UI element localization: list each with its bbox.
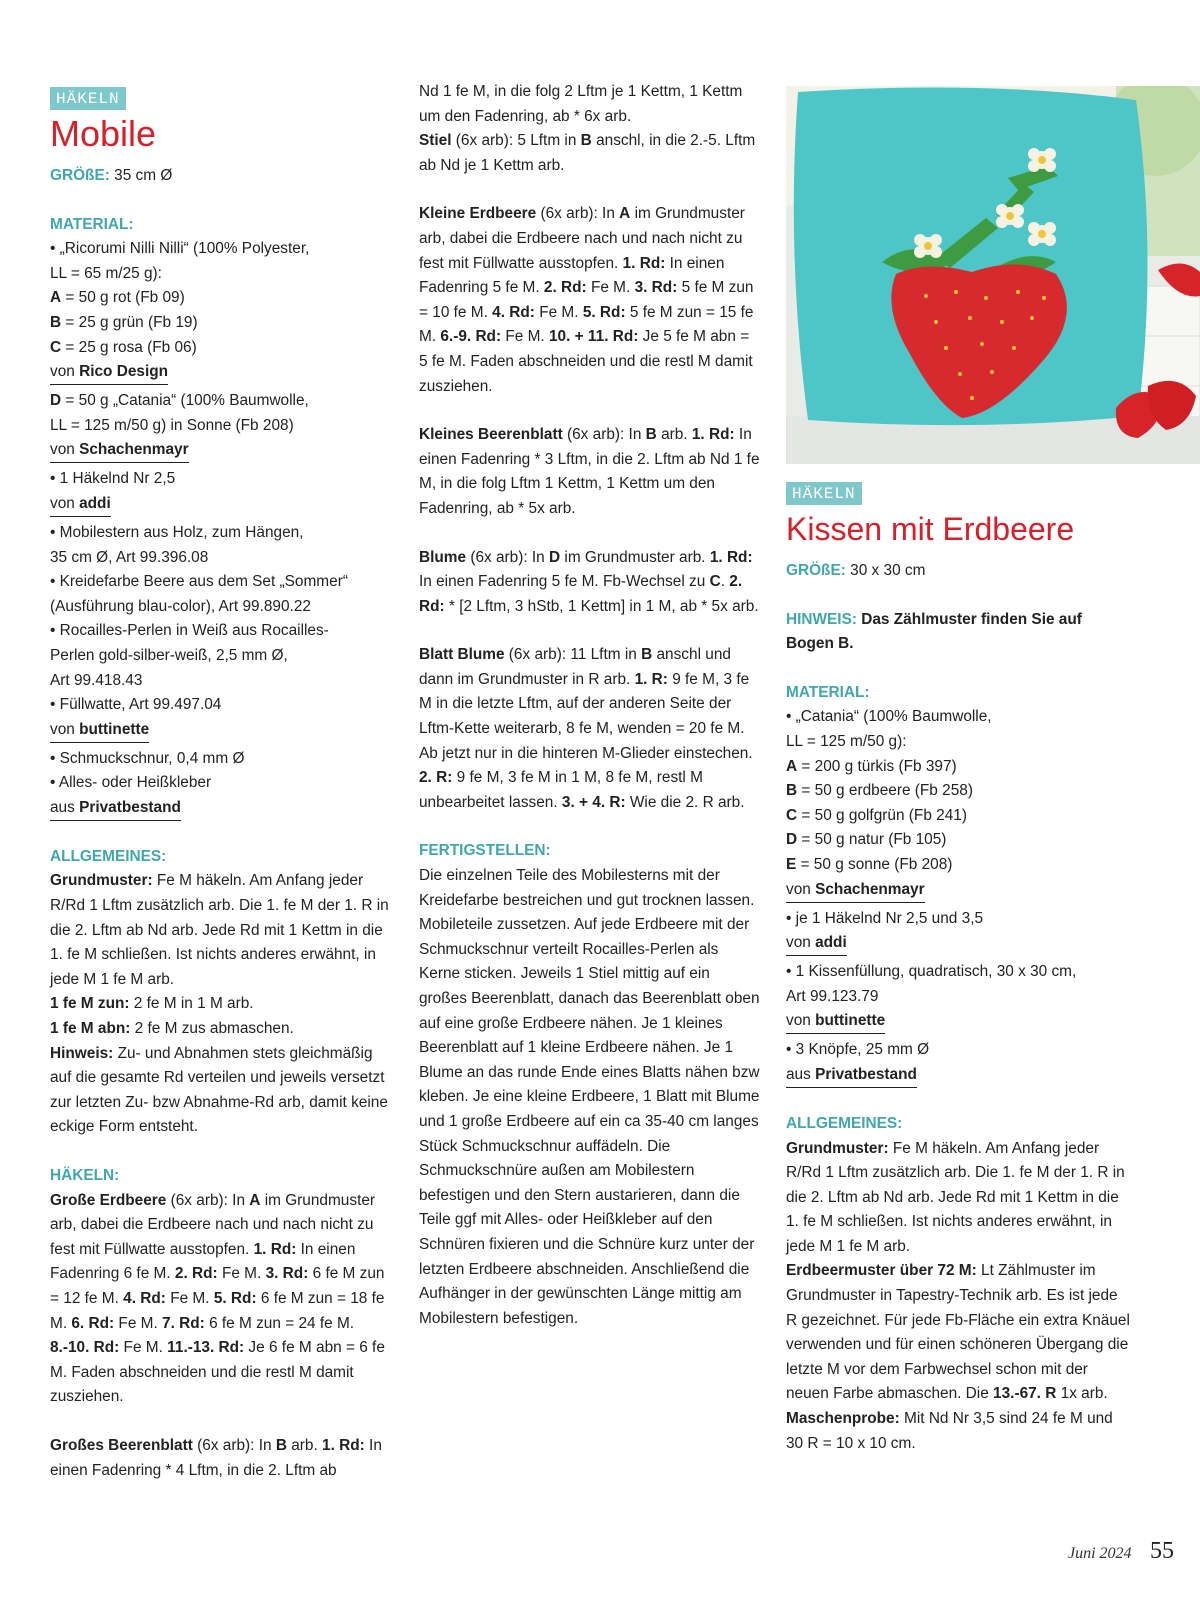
mobile-column [50, 0, 392, 1483]
hook-2: • je 1 Häkelnd Nr 2,5 und 3,5 [786, 909, 984, 927]
issue-date: Juni 2024 [1068, 1545, 1132, 1562]
supplier-rico: von Rico Design [50, 360, 392, 385]
color-a-2: A = 200 g türkis (Fb 397) [786, 757, 957, 775]
supplier-private-2: aus Privatbestand [786, 1063, 1131, 1088]
flower: Blume (6x arb): In D im Grundmuster arb. 1. Rd: In einen Fadenring 5 fe M. Fb-Wechsel zu C. 2. Rd: * [2 Lftm, 3 hStb, 1 Kettm] in 1 M, ab * 5x arb. [419, 548, 759, 615]
middle-column [419, 0, 761, 1331]
page-title: Mobile [50, 113, 157, 154]
color-d-2: D = 50 g natur (Fb 105) [786, 831, 947, 849]
section-title: Kissen mit Erdbeere [786, 511, 1075, 547]
material-heading-2: MATERIAL: [786, 683, 870, 701]
color-a: A = 50 g rot (Fb 09) [50, 289, 185, 307]
pillow-column [786, 0, 1131, 1456]
supplier-buttinette: von buttinette [50, 718, 392, 743]
finishing-text: Die einzelnen Teile des Mobilesterns mit der Kreidefarbe bestreichen und gut trocknen lassen. Mobileteile zussetzen. Auf jede Erdbeere mit der Schmuckschnur verteilt Rocailles-Perlen als Kerne sticken. Jeweils 1 Stiel mittig auf ein großes Beerenblatt, danach das Beerenblatt oben auf eine große Erdbeere nähen. Je 1 kleines Beerenblatt auf 1 kleine Erdbeere nähen. Je 1 Blume an das runde Ende eines Blatts nähen bzw kleben. Je eine kleine Erdbeere, 1 Blatt mit Blume und 1 große Erdbeere auf ein ca 35-40 cm langes Stück Schmuckschnur auffädeln. Die Schmuckschnüre außen am Mobilestern befestigen und den Stern austarieren, dann die Teile ggf mit Alles- oder Heißkleber auf den Schnüren fixieren und die Schnüre kurz unter der letzten Erdbeere abschneiden. Anschließend die Aufhänger in der gewünschten Länge mittig am Mobilestern befestigen. [419, 867, 760, 1327]
flower-leaf: Blatt Blume (6x arb): 11 Lftm in B anschl und dann im Grundmuster in R arb. 1. R: 9 fe M, 3 fe M in die letzte Lftm, auf der anderen Seite der Lftm-Kette weiterarb, 8 fe M, wenden = 20 fe M. Ab jetzt nur in die hinteren M-Glieder einstechen. 2. R: 9 fe M, 3 fe M in 1 M, 8 fe M, restl M unbearbeitet lassen. 3. + 4. R: Wie die 2. R arb. [419, 646, 753, 811]
color-b-2: B = 50 g erdbeere (Fb 258) [786, 782, 973, 800]
supplier-schachenmayr-2: von Schachenmayr [786, 878, 1131, 903]
finishing-heading: FERTIGSTELLEN: [419, 842, 551, 860]
supplier-private: aus Privatbestand [50, 796, 392, 821]
general-heading-2: ALLGEMEINES: [786, 1114, 903, 1132]
color-b: B = 25 g grün (Fb 19) [50, 313, 198, 331]
page-number: 55 [1150, 1538, 1174, 1564]
hook: • 1 Häkelnd Nr 2,5 [50, 470, 176, 488]
strawberry-pattern: Erdbeermuster über 72 M: Lt Zählmuster im Grundmuster in Tapestry-Technik arb. Es ist jede R gezeichnet. Für jede Fb-Fläche ein extra Knäuel verwenden und für einen schöneren Übergang die letzte M vor dem Farbwechsel schon mit der neuen Farbe abmaschen. Die 13.-67. R 1x arb. [786, 1262, 1130, 1403]
category-tag: HÄKELN [50, 87, 126, 110]
decrease: 1 fe M abn: 2 fe M zus abmaschen. [50, 1020, 294, 1038]
stem: Stiel (6x arb): 5 Lftm in B anschl, in die 2.-5. Lftm ab Nd je 1 Kettm arb. [419, 132, 756, 174]
supplier-buttinette-2: von buttinette [786, 1009, 1131, 1034]
size-line: GRÖßE: 35 cm Ø [50, 167, 173, 184]
small-berry-leaf: Kleines Beerenblatt (6x arb): In B arb. 1. Rd: In einen Fadenring * 3 Lftm, in die 2. Lftm ab Nd 1 fe M, in die folg Lftm 1 Kettm, 1 Kettm um den Fadenring, ab * 5x arb. [419, 426, 760, 517]
category-tag-2: HÄKELN [786, 482, 862, 505]
increase: 1 fe M zun: 2 fe M in 1 M arb. [50, 995, 254, 1013]
supplier-schachenmayr: von Schachenmayr [50, 438, 392, 463]
big-strawberry: Große Erdbeere (6x arb): In A im Grundmuster arb, dabei die Erdbeere nach und nach nicht zu fest mit Füllwatte ausstopfen. 1. Rd: In einen Fadenring 6 fe M. 2. Rd: Fe M. 3. Rd: 6 fe M zun = 12 fe M. 4. Rd: Fe M. 5. Rd: 6 fe M zun = 18 fe M. 6. Rd: Fe M. 7. Rd: 6 fe M zun = 24 fe M. 8.-10. Rd: Fe M. 11.-13. Rd: Je 6 fe M abn = 6 fe M. Faden abschneiden und die restl M damit zusziehen. [50, 1191, 385, 1406]
gauge: Maschenprobe: Mit Nd Nr 3,5 sind 24 fe M und 30 R = 10 x 10 cm. [786, 1410, 1113, 1452]
general-heading: ALLGEMEINES: [50, 847, 167, 865]
material-items-2: • Schmuckschnur, 0,4 mm Ø • Alles- oder Heißkleber [50, 749, 245, 792]
material-items: • Mobilestern aus Holz, zum Hängen, 35 cm Ø, Art 99.396.08 • Kreidefarbe Beere aus dem Set „Sommer“ (Ausführung blau-color), Art 99.890.22 • Rocailles-Perlen in Weiß aus Rocailles- Perlen gold-silber-weiß, 2,5 mm Ø, Art 99.418.43 • Füllwatte, Art 99.497.04 [50, 523, 348, 714]
page-footer [1068, 1538, 1174, 1565]
size-line-2: GRÖßE: 30 x 30 cm [786, 562, 926, 579]
supplier-addi-2: von addi [786, 931, 1131, 956]
supplier-addi: von addi [50, 492, 392, 517]
leaf-continuation: Nd 1 fe M, in die folg 2 Lftm je 1 Kettm, 1 Kettm um den Fadenring, ab * 6x arb. [419, 83, 743, 125]
material-yarn: • „Ricorumi Nilli Nilli“ (100% Polyester, LL = 65 m/25 g): [50, 240, 310, 282]
material-yarn-2: • „Catania“ (100% Baumwolle, LL = 125 m/50 g): [786, 708, 992, 750]
small-strawberry: Kleine Erdbeere (6x arb): In A im Grundmuster arb, dabei die Erdbeere nach und nach nicht zu fest mit Füllwatte ausstopfen. 1. Rd: In einen Fadenring 5 fe M. 2. Rd: Fe M. 3. Rd: 5 fe M zun = 10 fe M. 4. Rd: Fe M. 5. Rd: 5 fe M zun = 15 fe M. 6.-9. Rd: Fe M. 10. + 11. Rd: Je 5 fe M abn = 5 fe M. Faden abschneiden und die restl M damit zusziehen. [419, 205, 754, 395]
big-berry-leaf: Großes Beerenblatt (6x arb): In B arb. 1. Rd: In einen Fadenring * 4 Lftm, in die 2. Lftm ab [50, 1436, 382, 1479]
material-heading: MATERIAL: [50, 215, 134, 233]
color-e-2: E = 50 g sonne (Fb 208) [786, 855, 953, 873]
crochet-heading: HÄKELN: [50, 1167, 120, 1184]
note: Hinweis: Zu- und Abnahmen stets gleichmäßig auf die gesamte Rd verteilen und jeweils versetzt zur letzten Zu- bzw Abnahme-Rd arb, damit keine eckige Form entsteht. [50, 1044, 388, 1136]
chart-note: HINWEIS: Das Zählmuster finden Sie auf Bogen B. [786, 610, 1082, 653]
base-pattern-2: Grundmuster: Fe M häkeln. Am Anfang jeder R/Rd 1 Lftm zusätzlich arb. Die 1. fe M der 1. R in die 2. Lftm ab Nd arb. Jede Rd mit 1 Kettm in die 1. fe M schließen. Ist nichts anderes erwähnt, in jede M 1 fe M arb. [786, 1139, 1125, 1255]
pillow-filling: • 1 Kissenfüllung, quadratisch, 30 x 30 cm, Art 99.123.79 [786, 963, 1077, 1005]
base-pattern: Grundmuster: Fe M häkeln. Am Anfang jeder R/Rd 1 Lftm zusätzlich arb. Die 1. fe M der 1. R in die 2. Lftm ab Nd arb. Jede Rd mit 1 Kettm in die 1. fe M schließen. Ist nichts anderes erwähnt, in jede M 1 fe M arb. [50, 872, 389, 988]
color-c: C = 25 g rosa (Fb 06) [50, 338, 197, 356]
buttons: • 3 Knöpfe, 25 mm Ø [786, 1041, 930, 1059]
color-c-2: C = 50 g golfgrün (Fb 241) [786, 806, 967, 824]
color-d: D = 50 g „Catania“ (100% Baumwolle, LL = 125 m/50 g) in Sonne (Fb 208) [50, 392, 309, 434]
